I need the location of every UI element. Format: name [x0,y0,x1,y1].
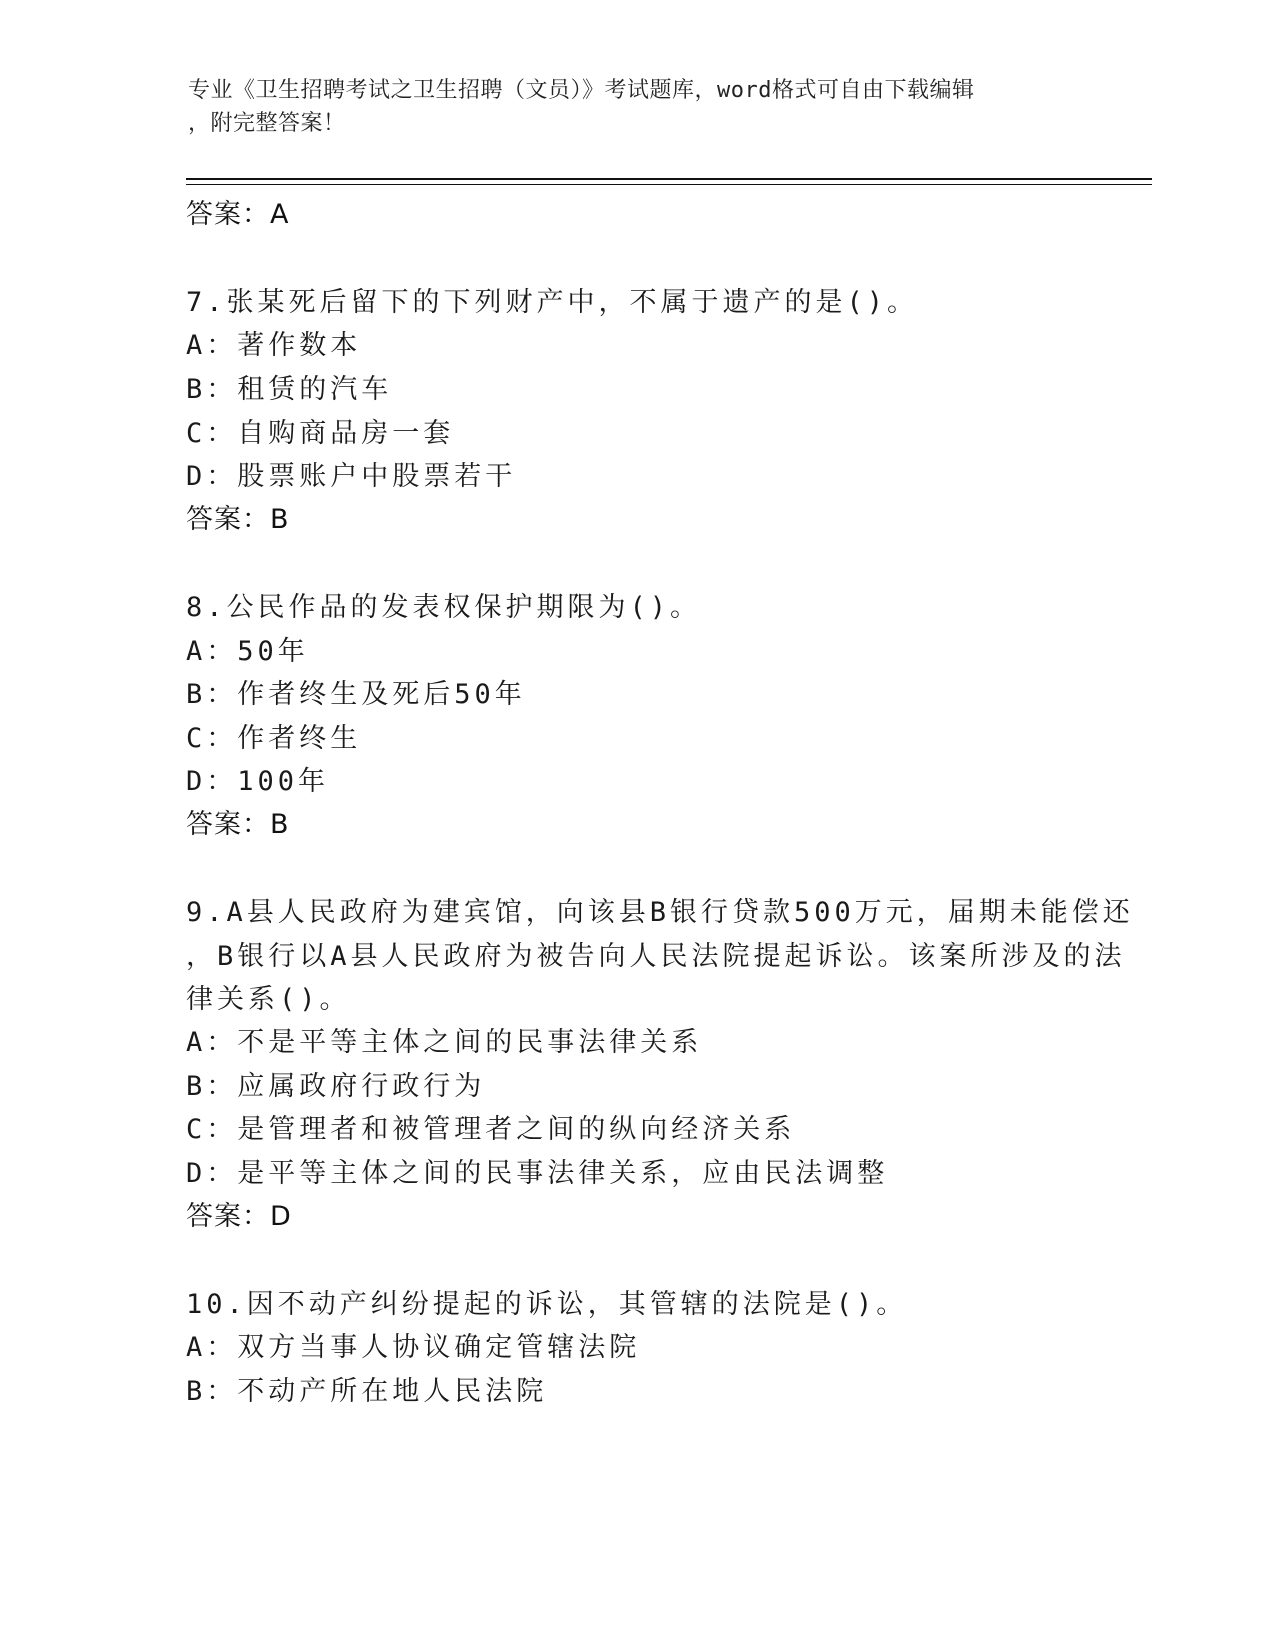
header-divider-thin [186,184,1152,185]
q9-option-d: D：是平等主体之间的民事法律关系，应由民法调整 [186,1158,889,1189]
question-9-line-1: 9.A县人民政府为建宾馆，向该县B银行贷款500万元，届期未能偿还 [186,897,1134,928]
q7-answer: 答案：B [186,504,290,535]
q8-option-c: C：作者终生 [186,723,362,754]
q8-option-b: B：作者终生及死后50年 [186,679,526,710]
document-header [188,74,1088,140]
q9-option-c: C：是管理者和被管理者之间的纵向经济关系 [186,1114,796,1145]
header-divider-thick [186,178,1152,180]
question-8: 8.公民作品的发表权保护期限为()。 [186,592,702,623]
q7-option-a: A：著作数本 [186,330,362,361]
answer-previous: 答案：A [186,199,290,230]
q7-option-b: B：租赁的汽车 [186,374,393,405]
q9-option-a: A：不是平等主体之间的民事法律关系 [186,1027,703,1058]
q10-option-b: B：不动产所在地人民法院 [186,1376,548,1407]
header-line-2: ，附完整答案！ [188,111,346,136]
q8-answer: 答案：B [186,809,290,840]
question-10: 10.因不动产纠纷提起的诉讼，其管辖的法院是()。 [186,1289,908,1320]
q7-option-d: D：股票账户中股票若干 [186,461,517,492]
q9-answer: 答案：D [186,1201,292,1232]
question-7: 7.张某死后留下的下列财产中，不属于遗产的是()。 [186,287,919,318]
q7-option-c: C：自购商品房一套 [186,418,455,449]
q8-option-d: D：100年 [186,766,330,797]
q9-option-b: B：应属政府行政行为 [186,1071,486,1102]
question-9-line-3: 律关系()。 [186,984,351,1015]
q8-option-a: A：50年 [186,636,309,667]
q10-option-a: A：双方当事人协议确定管辖法院 [186,1332,641,1363]
question-9-line-2: ，B银行以A县人民政府为被告向人民法院提起诉讼。该案所涉及的法 [186,941,1126,972]
header-line-1: 专业《卫生招聘考试之卫生招聘（文员）》考试题库，word格式可自由下载编辑 [188,78,975,103]
